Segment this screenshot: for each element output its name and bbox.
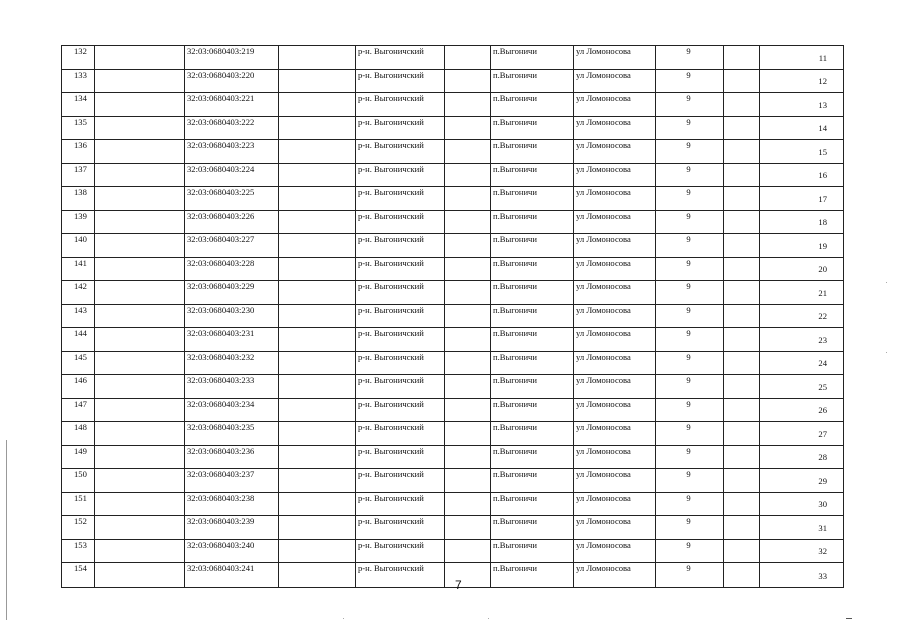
row-number-cell: 154 bbox=[62, 563, 95, 588]
empty-cell bbox=[724, 210, 760, 234]
table-row bbox=[62, 140, 844, 164]
street-cell: ул Ломоносова bbox=[574, 257, 656, 281]
district-cell: р-н. Выгоничский bbox=[356, 492, 445, 516]
empty-cell bbox=[95, 516, 185, 540]
empty-cell bbox=[445, 304, 491, 328]
row-number-cell: 135 bbox=[62, 116, 95, 140]
unit-number-cell: 20 bbox=[760, 257, 844, 281]
empty-cell bbox=[445, 516, 491, 540]
settlement-cell: п.Выгоничи bbox=[491, 163, 574, 187]
table-row bbox=[62, 187, 844, 211]
street-cell: ул Ломоносова bbox=[574, 281, 656, 305]
row-number-cell: 151 bbox=[62, 492, 95, 516]
street-cell: ул Ломоносова bbox=[574, 375, 656, 399]
house-number-cell: 9 bbox=[656, 69, 724, 93]
row-number-cell: 132 bbox=[62, 46, 95, 70]
district-cell: р-н. Выгоничский bbox=[356, 187, 445, 211]
settlement-cell: п.Выгоничи bbox=[491, 469, 574, 493]
street-cell: ул Ломоносова bbox=[574, 351, 656, 375]
table-row bbox=[62, 492, 844, 516]
district-cell: р-н. Выгоничский bbox=[356, 375, 445, 399]
empty-cell bbox=[724, 351, 760, 375]
empty-cell bbox=[279, 445, 356, 469]
empty-cell bbox=[279, 328, 356, 352]
table-row bbox=[62, 93, 844, 117]
table-row bbox=[62, 539, 844, 563]
district-cell: р-н. Выгоничский bbox=[356, 469, 445, 493]
empty-cell bbox=[724, 304, 760, 328]
empty-cell bbox=[279, 422, 356, 446]
scan-edge-mark bbox=[846, 618, 852, 619]
settlement-cell: п.Выгоничи bbox=[491, 69, 574, 93]
district-cell: р-н. Выгоничский bbox=[356, 69, 445, 93]
empty-cell bbox=[95, 398, 185, 422]
empty-cell bbox=[445, 116, 491, 140]
table-row bbox=[62, 46, 844, 70]
settlement-cell: п.Выгоничи bbox=[491, 46, 574, 70]
empty-cell bbox=[724, 281, 760, 305]
house-number-cell: 9 bbox=[656, 93, 724, 117]
district-cell: р-н. Выгоничский bbox=[356, 398, 445, 422]
row-number-cell: 142 bbox=[62, 281, 95, 305]
empty-cell bbox=[445, 281, 491, 305]
settlement-cell: п.Выгоничи bbox=[491, 187, 574, 211]
empty-cell bbox=[724, 93, 760, 117]
empty-cell bbox=[724, 422, 760, 446]
empty-cell bbox=[724, 445, 760, 469]
row-number-cell: 138 bbox=[62, 187, 95, 211]
table-row bbox=[62, 563, 844, 588]
empty-cell bbox=[95, 257, 185, 281]
row-number-cell: 140 bbox=[62, 234, 95, 258]
street-cell: ул Ломоносова bbox=[574, 234, 656, 258]
empty-cell bbox=[724, 516, 760, 540]
empty-cell bbox=[279, 469, 356, 493]
row-number-cell: 152 bbox=[62, 516, 95, 540]
settlement-cell: п.Выгоничи bbox=[491, 281, 574, 305]
empty-cell bbox=[95, 210, 185, 234]
district-cell: р-н. Выгоничский bbox=[356, 563, 445, 588]
cadastral-number-cell: 32:03:0680403:228 bbox=[185, 257, 279, 281]
unit-number-cell: 15 bbox=[760, 140, 844, 164]
empty-cell bbox=[724, 69, 760, 93]
unit-number-cell: 28 bbox=[760, 445, 844, 469]
street-cell: ул Ломоносова bbox=[574, 140, 656, 164]
table-row bbox=[62, 163, 844, 187]
empty-cell bbox=[95, 469, 185, 493]
empty-cell bbox=[279, 351, 356, 375]
table-row bbox=[62, 281, 844, 305]
district-cell: р-н. Выгоничский bbox=[356, 116, 445, 140]
scan-speck bbox=[488, 618, 489, 619]
street-cell: ул Ломоносова bbox=[574, 163, 656, 187]
district-cell: р-н. Выгоничский bbox=[356, 210, 445, 234]
row-number-cell: 133 bbox=[62, 69, 95, 93]
district-cell: р-н. Выгоничский bbox=[356, 304, 445, 328]
street-cell: ул Ломоносова bbox=[574, 116, 656, 140]
street-cell: ул Ломоносова bbox=[574, 539, 656, 563]
street-cell: ул Ломоносова bbox=[574, 328, 656, 352]
empty-cell bbox=[445, 539, 491, 563]
empty-cell bbox=[724, 328, 760, 352]
empty-cell bbox=[279, 234, 356, 258]
empty-cell bbox=[279, 281, 356, 305]
house-number-cell: 9 bbox=[656, 328, 724, 352]
empty-cell bbox=[279, 116, 356, 140]
cadastral-number-cell: 32:03:0680403:238 bbox=[185, 492, 279, 516]
empty-cell bbox=[279, 257, 356, 281]
district-cell: р-н. Выгоничский bbox=[356, 140, 445, 164]
empty-cell bbox=[445, 257, 491, 281]
row-number-cell: 143 bbox=[62, 304, 95, 328]
unit-number-cell: 12 bbox=[760, 69, 844, 93]
street-cell: ул Ломоносова bbox=[574, 445, 656, 469]
row-number-cell: 136 bbox=[62, 140, 95, 164]
cadastral-number-cell: 32:03:0680403:221 bbox=[185, 93, 279, 117]
row-number-cell: 150 bbox=[62, 469, 95, 493]
settlement-cell: п.Выгоничи bbox=[491, 304, 574, 328]
empty-cell bbox=[95, 304, 185, 328]
settlement-cell: п.Выгоничи bbox=[491, 516, 574, 540]
table-row bbox=[62, 234, 844, 258]
empty-cell bbox=[445, 46, 491, 70]
scan-edge-mark bbox=[6, 440, 7, 620]
cadastral-number-cell: 32:03:0680403:229 bbox=[185, 281, 279, 305]
cadastral-number-cell: 32:03:0680403:220 bbox=[185, 69, 279, 93]
street-cell: ул Ломоносова bbox=[574, 93, 656, 117]
row-number-cell: 147 bbox=[62, 398, 95, 422]
empty-cell bbox=[724, 257, 760, 281]
cadastral-number-cell: 32:03:0680403:240 bbox=[185, 539, 279, 563]
street-cell: ул Ломоносова bbox=[574, 516, 656, 540]
cadastral-number-cell: 32:03:0680403:233 bbox=[185, 375, 279, 399]
empty-cell bbox=[95, 422, 185, 446]
settlement-cell: п.Выгоничи bbox=[491, 422, 574, 446]
empty-cell bbox=[279, 163, 356, 187]
property-table-body bbox=[62, 46, 844, 588]
unit-number-cell: 23 bbox=[760, 328, 844, 352]
empty-cell bbox=[445, 140, 491, 164]
settlement-cell: п.Выгоничи bbox=[491, 328, 574, 352]
house-number-cell: 9 bbox=[656, 398, 724, 422]
settlement-cell: п.Выгоничи bbox=[491, 539, 574, 563]
scan-speck bbox=[343, 618, 344, 619]
scan-speck bbox=[886, 352, 887, 353]
empty-cell bbox=[95, 351, 185, 375]
house-number-cell: 9 bbox=[656, 422, 724, 446]
empty-cell bbox=[95, 163, 185, 187]
row-number-cell: 139 bbox=[62, 210, 95, 234]
empty-cell bbox=[724, 140, 760, 164]
district-cell: р-н. Выгоничский bbox=[356, 46, 445, 70]
unit-number-cell: 19 bbox=[760, 234, 844, 258]
settlement-cell: п.Выгоничи bbox=[491, 210, 574, 234]
house-number-cell: 9 bbox=[656, 539, 724, 563]
empty-cell bbox=[279, 140, 356, 164]
empty-cell bbox=[724, 116, 760, 140]
house-number-cell: 9 bbox=[656, 351, 724, 375]
house-number-cell: 9 bbox=[656, 210, 724, 234]
settlement-cell: п.Выгоничи bbox=[491, 492, 574, 516]
empty-cell bbox=[724, 563, 760, 588]
street-cell: ул Ломоносова bbox=[574, 492, 656, 516]
empty-cell bbox=[445, 563, 491, 588]
settlement-cell: п.Выгоничи bbox=[491, 234, 574, 258]
page-number: 7 bbox=[455, 578, 462, 592]
table-row bbox=[62, 210, 844, 234]
district-cell: р-н. Выгоничский bbox=[356, 163, 445, 187]
empty-cell bbox=[279, 210, 356, 234]
table-row bbox=[62, 304, 844, 328]
house-number-cell: 9 bbox=[656, 516, 724, 540]
empty-cell bbox=[724, 187, 760, 211]
empty-cell bbox=[95, 93, 185, 117]
table-row bbox=[62, 351, 844, 375]
cadastral-number-cell: 32:03:0680403:219 bbox=[185, 46, 279, 70]
unit-number-cell: 18 bbox=[760, 210, 844, 234]
house-number-cell: 9 bbox=[656, 281, 724, 305]
empty-cell bbox=[95, 492, 185, 516]
unit-number-cell: 11 bbox=[760, 46, 844, 70]
unit-number-cell: 24 bbox=[760, 351, 844, 375]
empty-cell bbox=[279, 93, 356, 117]
unit-number-cell: 26 bbox=[760, 398, 844, 422]
empty-cell bbox=[724, 469, 760, 493]
unit-number-cell: 30 bbox=[760, 492, 844, 516]
empty-cell bbox=[279, 375, 356, 399]
street-cell: ул Ломоносова bbox=[574, 187, 656, 211]
table-row bbox=[62, 422, 844, 446]
house-number-cell: 9 bbox=[656, 469, 724, 493]
table-row bbox=[62, 516, 844, 540]
table-row bbox=[62, 445, 844, 469]
empty-cell bbox=[445, 422, 491, 446]
empty-cell bbox=[445, 375, 491, 399]
unit-number-cell: 27 bbox=[760, 422, 844, 446]
settlement-cell: п.Выгоничи bbox=[491, 140, 574, 164]
house-number-cell: 9 bbox=[656, 116, 724, 140]
settlement-cell: п.Выгоничи bbox=[491, 257, 574, 281]
street-cell: ул Ломоносова bbox=[574, 69, 656, 93]
cadastral-number-cell: 32:03:0680403:226 bbox=[185, 210, 279, 234]
cadastral-number-cell: 32:03:0680403:227 bbox=[185, 234, 279, 258]
row-number-cell: 145 bbox=[62, 351, 95, 375]
table-row bbox=[62, 69, 844, 93]
settlement-cell: п.Выгоничи bbox=[491, 375, 574, 399]
house-number-cell: 9 bbox=[656, 492, 724, 516]
table-row bbox=[62, 116, 844, 140]
row-number-cell: 149 bbox=[62, 445, 95, 469]
street-cell: ул Ломоносова bbox=[574, 304, 656, 328]
unit-number-cell: 17 bbox=[760, 187, 844, 211]
empty-cell bbox=[445, 69, 491, 93]
district-cell: р-н. Выгоничский bbox=[356, 281, 445, 305]
empty-cell bbox=[724, 234, 760, 258]
table-row bbox=[62, 469, 844, 493]
empty-cell bbox=[445, 492, 491, 516]
row-number-cell: 144 bbox=[62, 328, 95, 352]
empty-cell bbox=[724, 163, 760, 187]
house-number-cell: 9 bbox=[656, 304, 724, 328]
scan-speck bbox=[886, 282, 887, 283]
street-cell: ул Ломоносова bbox=[574, 398, 656, 422]
empty-cell bbox=[279, 398, 356, 422]
district-cell: р-н. Выгоничский bbox=[356, 539, 445, 563]
empty-cell bbox=[445, 234, 491, 258]
house-number-cell: 9 bbox=[656, 563, 724, 588]
empty-cell bbox=[279, 304, 356, 328]
empty-cell bbox=[724, 539, 760, 563]
district-cell: р-н. Выгоничский bbox=[356, 422, 445, 446]
empty-cell bbox=[95, 563, 185, 588]
cadastral-number-cell: 32:03:0680403:222 bbox=[185, 116, 279, 140]
unit-number-cell: 22 bbox=[760, 304, 844, 328]
unit-number-cell: 33 bbox=[760, 563, 844, 588]
empty-cell bbox=[445, 328, 491, 352]
unit-number-cell: 21 bbox=[760, 281, 844, 305]
empty-cell bbox=[279, 46, 356, 70]
district-cell: р-н. Выгоничский bbox=[356, 93, 445, 117]
cadastral-number-cell: 32:03:0680403:235 bbox=[185, 422, 279, 446]
empty-cell bbox=[95, 328, 185, 352]
settlement-cell: п.Выгоничи bbox=[491, 398, 574, 422]
row-number-cell: 137 bbox=[62, 163, 95, 187]
unit-number-cell: 14 bbox=[760, 116, 844, 140]
cadastral-number-cell: 32:03:0680403:237 bbox=[185, 469, 279, 493]
empty-cell bbox=[95, 445, 185, 469]
property-table bbox=[61, 45, 844, 588]
empty-cell bbox=[279, 492, 356, 516]
cadastral-number-cell: 32:03:0680403:232 bbox=[185, 351, 279, 375]
settlement-cell: п.Выгоничи bbox=[491, 563, 574, 588]
empty-cell bbox=[95, 140, 185, 164]
cadastral-number-cell: 32:03:0680403:231 bbox=[185, 328, 279, 352]
empty-cell bbox=[95, 375, 185, 399]
row-number-cell: 148 bbox=[62, 422, 95, 446]
district-cell: р-н. Выгоничский bbox=[356, 445, 445, 469]
cadastral-number-cell: 32:03:0680403:224 bbox=[185, 163, 279, 187]
cadastral-number-cell: 32:03:0680403:234 bbox=[185, 398, 279, 422]
empty-cell bbox=[445, 351, 491, 375]
district-cell: р-н. Выгоничский bbox=[356, 516, 445, 540]
row-number-cell: 146 bbox=[62, 375, 95, 399]
unit-number-cell: 32 bbox=[760, 539, 844, 563]
empty-cell bbox=[445, 398, 491, 422]
settlement-cell: п.Выгоничи bbox=[491, 116, 574, 140]
cadastral-number-cell: 32:03:0680403:239 bbox=[185, 516, 279, 540]
street-cell: ул Ломоносова bbox=[574, 210, 656, 234]
street-cell: ул Ломоносова bbox=[574, 563, 656, 588]
row-number-cell: 134 bbox=[62, 93, 95, 117]
empty-cell bbox=[95, 539, 185, 563]
empty-cell bbox=[724, 398, 760, 422]
house-number-cell: 9 bbox=[656, 375, 724, 399]
empty-cell bbox=[279, 539, 356, 563]
empty-cell bbox=[724, 46, 760, 70]
unit-number-cell: 16 bbox=[760, 163, 844, 187]
cadastral-number-cell: 32:03:0680403:225 bbox=[185, 187, 279, 211]
empty-cell bbox=[445, 210, 491, 234]
settlement-cell: п.Выгоничи bbox=[491, 351, 574, 375]
empty-cell bbox=[95, 187, 185, 211]
table-row bbox=[62, 375, 844, 399]
house-number-cell: 9 bbox=[656, 257, 724, 281]
empty-cell bbox=[95, 116, 185, 140]
street-cell: ул Ломоносова bbox=[574, 469, 656, 493]
table-row bbox=[62, 398, 844, 422]
empty-cell bbox=[724, 492, 760, 516]
street-cell: ул Ломоносова bbox=[574, 422, 656, 446]
row-number-cell: 153 bbox=[62, 539, 95, 563]
cadastral-number-cell: 32:03:0680403:230 bbox=[185, 304, 279, 328]
house-number-cell: 9 bbox=[656, 234, 724, 258]
unit-number-cell: 31 bbox=[760, 516, 844, 540]
street-cell: ул Ломоносова bbox=[574, 46, 656, 70]
house-number-cell: 9 bbox=[656, 187, 724, 211]
district-cell: р-н. Выгоничский bbox=[356, 328, 445, 352]
empty-cell bbox=[95, 46, 185, 70]
empty-cell bbox=[445, 445, 491, 469]
empty-cell bbox=[95, 234, 185, 258]
empty-cell bbox=[445, 187, 491, 211]
empty-cell bbox=[724, 375, 760, 399]
unit-number-cell: 13 bbox=[760, 93, 844, 117]
empty-cell bbox=[445, 163, 491, 187]
empty-cell bbox=[279, 516, 356, 540]
unit-number-cell: 25 bbox=[760, 375, 844, 399]
empty-cell bbox=[279, 69, 356, 93]
empty-cell bbox=[95, 281, 185, 305]
table-row bbox=[62, 328, 844, 352]
house-number-cell: 9 bbox=[656, 445, 724, 469]
table-row bbox=[62, 257, 844, 281]
cadastral-number-cell: 32:03:0680403:223 bbox=[185, 140, 279, 164]
district-cell: р-н. Выгоничский bbox=[356, 234, 445, 258]
settlement-cell: п.Выгоничи bbox=[491, 93, 574, 117]
settlement-cell: п.Выгоничи bbox=[491, 445, 574, 469]
cadastral-number-cell: 32:03:0680403:236 bbox=[185, 445, 279, 469]
district-cell: р-н. Выгоничский bbox=[356, 351, 445, 375]
row-number-cell: 141 bbox=[62, 257, 95, 281]
empty-cell bbox=[95, 69, 185, 93]
district-cell: р-н. Выгоничский bbox=[356, 257, 445, 281]
empty-cell bbox=[445, 93, 491, 117]
empty-cell bbox=[279, 563, 356, 588]
empty-cell bbox=[445, 469, 491, 493]
unit-number-cell: 29 bbox=[760, 469, 844, 493]
empty-cell bbox=[279, 187, 356, 211]
house-number-cell: 9 bbox=[656, 140, 724, 164]
house-number-cell: 9 bbox=[656, 46, 724, 70]
cadastral-number-cell: 32:03:0680403:241 bbox=[185, 563, 279, 588]
house-number-cell: 9 bbox=[656, 163, 724, 187]
